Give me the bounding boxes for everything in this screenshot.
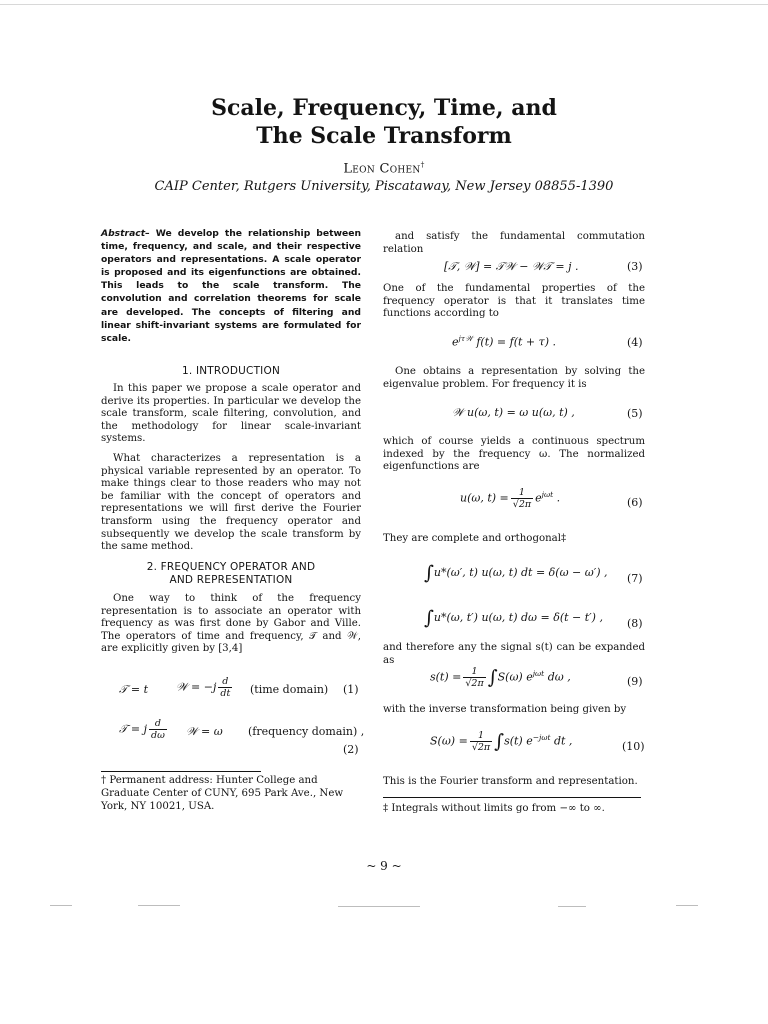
equation-3: [𝒯, 𝒲] = 𝒯𝒲 − 𝒲𝒯 = j . (444, 260, 579, 273)
equation-6-frac-num: 1 (511, 487, 533, 499)
abstract (101, 227, 361, 345)
scan-mark (338, 906, 420, 907)
equation-6-frac-den: √2π (512, 499, 532, 510)
section2-heading-line2: AND REPRESENTATION (169, 574, 293, 586)
equation-10-frac-den: √2π (471, 742, 491, 753)
equation-9: s(t) = $\frac{1}{√2\pi}$ ∫S(ω) $e^{j\omega t}$ dω , (430, 666, 571, 689)
abstract-text: We develop the relationship between time, frequency, and scale, and their respective operators and representations. A scale operator is proposed and its eigenfunctions are obtained. This leads to the scale transform. The convolution and correlation theorems for scale are developed. The concepts of filtering and linear shift-invariant systems are formulated for scale. (101, 228, 361, 344)
right-paragraph-2: One of the fundamental properties of the frequency operator is that it translates time functions according to (383, 283, 645, 320)
equation-1-lhs: 𝒯 = t (119, 683, 149, 696)
equation-6: u(ω, t) = $\frac{1}{√2\pi}$ $e^{j\omega t}$ . (460, 487, 561, 510)
abstract-lead: Abstract– (101, 228, 150, 239)
equation-2-number: (2) (343, 743, 359, 756)
footnote-rule-left (101, 771, 261, 772)
footnote-left: † Permanent address: Hunter College and Graduate Center of CUNY, 695 Park Ave., New York, NY 10021, USA. (101, 775, 344, 812)
equation-9-number: (9) (627, 675, 643, 688)
integral-symbol: ∫ (424, 562, 434, 584)
integral-symbol: ∫ (494, 730, 505, 753)
integral-symbol: ∫ (487, 666, 498, 689)
footnote-rule-right (383, 797, 641, 798)
right-paragraph-5: They are complete and orthogonal‡ (383, 533, 567, 544)
author-name: Leon Cohen† (343, 160, 425, 177)
equation-4: $e^{j\tau 𝒲}$ f(t) = f(t + τ) . (452, 334, 557, 349)
equation-5-number: (5) (627, 407, 643, 420)
intro-paragraph-2: What characterizes a representation is a physical variable represented by an operator. To make things clear to those readers who may not be familiar with the concept of operators and representations we will first derive the Fourier transform using the frequency operator and subsequently we develop the scale transform by the same method. (101, 453, 361, 553)
equation-8: ∫u*(ω, t′) u(ω, t) dω = δ(t − t′) , (424, 607, 603, 629)
paper-title-line1: Scale, Frequency, Time, and (211, 95, 557, 121)
equation-5: 𝒲 u(ω, t) = ω u(ω, t) , (452, 406, 575, 419)
equation-9-frac-num: 1 (463, 666, 485, 678)
scan-mark (138, 905, 180, 906)
equation-1-frac-num: d (218, 676, 232, 688)
equation-7: ∫u*(ω′, t) u(ω, t) dt = δ(ω − ω′) , (424, 562, 608, 584)
right-paragraph-6: and therefore any the signal s(t) can be expanded as (383, 642, 645, 666)
equation-2-freq: 𝒲 = ω (186, 725, 223, 738)
right-paragraph-1: and satisfy the fundamental commutation relation (383, 231, 645, 255)
equation-10-number: (10) (622, 740, 645, 753)
equation-10: S(ω) = $\frac{1}{√2\pi}$ ∫s(t) $e^{-j\omega t}$ dt , (430, 730, 573, 753)
integral-symbol: ∫ (424, 607, 434, 629)
equation-2-frac-den: dω (151, 730, 165, 741)
section2-heading-line1: 2. FREQUENCY OPERATOR AND (146, 561, 316, 573)
scan-mark (558, 906, 586, 907)
right-paragraph-8: This is the Fourier transform and representation. (383, 776, 638, 787)
right-paragraph-4: which of course yields a continuous spectrum indexed by the frequency ω. The normalized eigenfunctions are (383, 436, 645, 473)
equation-8-number: (8) (627, 617, 643, 630)
paper-title-line2: The Scale Transform (256, 123, 512, 149)
equation-9-frac-den: √2π (465, 678, 484, 689)
footnote-right: ‡ Integrals without limits go from −∞ to ∞. (383, 803, 605, 814)
equation-3-number: (3) (627, 260, 643, 273)
section1-heading: 1. INTRODUCTION (181, 365, 280, 377)
equation-2-note: (frequency domain) , (248, 725, 365, 738)
author-affiliation: CAIP Center, Rutgers University, Piscataway, New Jersey 08855-1390 (154, 179, 614, 194)
scan-mark (50, 905, 72, 906)
equation-2-time: 𝒯 = j $\frac{d}{d\omega}$ (119, 718, 165, 741)
equation-1-freq: 𝒲 = −j $\frac{d}{dt}$ (176, 676, 231, 699)
equation-7-number: (7) (627, 572, 643, 585)
intro-paragraph-1: In this paper we propose a scale operator and derive its properties. In particular we develop the scale transform, scale filtering, convolution, and the methodology for linear scale-invariant systems. (101, 383, 361, 445)
page-number: ~ 9 ~ (366, 859, 402, 873)
equation-10-frac-num: 1 (470, 730, 492, 742)
equation-4-number: (4) (627, 336, 643, 349)
section2-heading (101, 561, 361, 587)
scan-mark (676, 905, 698, 906)
author-footnote-mark: † (420, 160, 425, 169)
equation-1-note: (time domain) (250, 683, 329, 696)
section2-paragraph-1: One way to think of the frequency representation is to associate an operator with frequency as was first done by Gabor and Ville. The operators of time and frequency, 𝒯 and 𝒲, are explicitly given by [3,4] (101, 593, 361, 655)
equation-6-number: (6) (627, 496, 643, 509)
equation-1-frac-den: dt (220, 688, 231, 699)
equation-2-frac-num: d (149, 718, 167, 730)
scan-top-edge (0, 4, 768, 5)
right-paragraph-3: One obtains a representation by solving the eigenvalue problem. For frequency it is (383, 366, 645, 390)
right-paragraph-7: with the inverse transformation being given by (383, 704, 627, 715)
equation-1-number: (1) (343, 683, 359, 696)
